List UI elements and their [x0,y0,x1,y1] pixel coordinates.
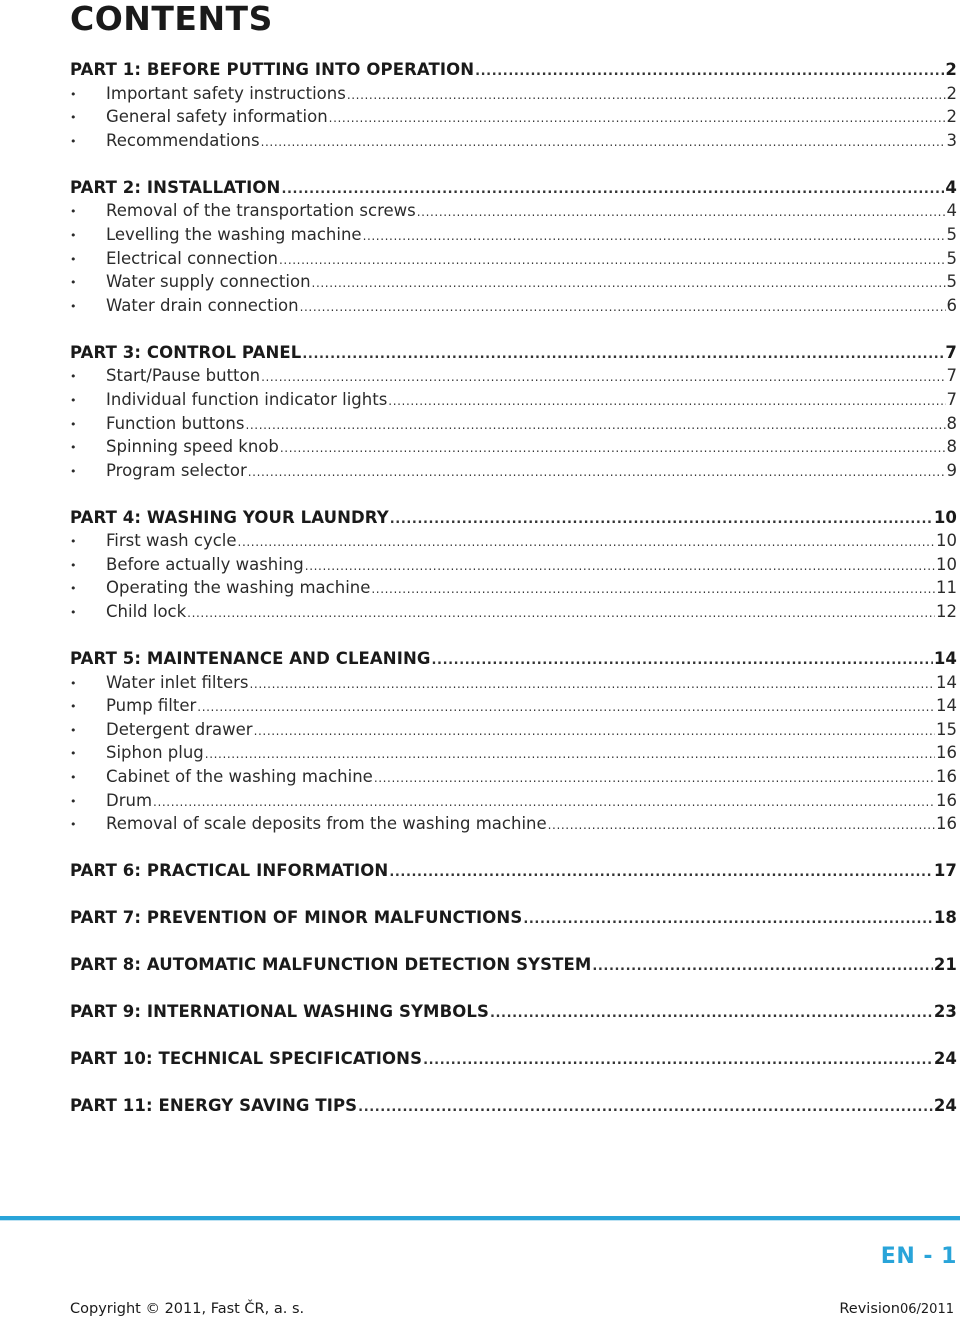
bullet-icon: • [70,535,77,549]
dot-leader [548,814,935,838]
toc-entry[interactable] [70,671,957,695]
toc-part-heading[interactable] [70,1094,957,1118]
footer-divider-shadow [0,1220,960,1221]
toc-part-title: PART 8: AUTOMATIC MALFUNCTION DETECTION SYSTEM [70,955,592,975]
dot-leader [475,60,944,84]
toc-entry-label: Child lock [106,602,187,622]
toc-page-number: 14 [933,649,957,669]
dot-leader [490,1002,933,1026]
dot-leader [187,602,935,626]
toc-section [70,859,957,883]
toc-page-number: 15 [936,719,957,739]
section-spacer [70,977,957,1000]
bullet-icon: • [70,228,77,242]
copyright-notice: Copyright © 2011, Fast ČR, a. s. [70,1301,305,1317]
dot-leader [281,178,944,202]
toc-entry[interactable] [70,435,957,459]
toc-page-number: 11 [936,578,957,598]
bullet-icon: • [70,582,77,596]
dot-leader [238,531,935,555]
bullet-icon: • [70,370,77,384]
toc-part-heading[interactable] [70,859,957,883]
toc-entry-label: Start/Pause button [106,366,261,386]
toc-entry-label: Water inlet filters [106,672,249,692]
section-spacer [70,836,957,859]
toc-entry-label: Water supply connection [106,272,311,292]
toc-entry[interactable] [70,576,957,600]
dot-leader [374,767,935,791]
toc-section [70,1047,957,1071]
bullet-icon: • [70,558,77,572]
dot-leader [248,461,946,485]
toc-entry[interactable] [70,223,957,247]
dot-leader [363,225,946,249]
toc-part-heading[interactable] [70,341,957,365]
dot-leader [312,272,946,296]
toc-page-number: 17 [933,861,957,881]
bullet-icon: • [70,723,77,737]
toc-entry[interactable] [70,388,957,412]
bullet-icon: • [70,252,77,266]
toc-entry[interactable] [70,412,957,436]
toc-entry-label: Water drain connection [106,295,299,315]
bullet-icon: • [70,771,77,784]
toc-section [70,58,957,152]
toc-section [70,953,957,977]
dot-leader [347,84,946,108]
toc-entry[interactable] [70,294,957,318]
toc-page-number: 6 [946,295,957,315]
revision-info [839,1301,954,1317]
toc-entry-label: First wash cycle [106,531,237,551]
page-number: EN - 1 [880,1244,957,1269]
toc-page-number: 18 [933,908,957,928]
bullet-icon: • [70,111,77,125]
toc-entry[interactable] [70,199,957,223]
bullet-icon: • [70,87,77,101]
toc-entry[interactable] [70,741,957,765]
bullet-icon: • [70,747,77,761]
toc-part-heading[interactable] [70,506,957,530]
toc-page-number: 16 [936,767,957,786]
dot-leader [417,201,946,225]
toc-section [70,1094,957,1118]
dot-leader [329,107,946,131]
dot-leader [254,720,935,744]
toc-part-title: PART 2: INSTALLATION [70,177,281,197]
toc-page-number: 7 [946,389,957,409]
toc-part-heading[interactable] [70,176,957,200]
toc-entry-label: Siphon plug [106,743,204,763]
bullet-icon: • [70,441,77,455]
dot-leader [423,1049,933,1073]
dot-leader [300,296,946,320]
dot-leader [250,673,936,697]
toc-part-title: PART 3: CONTROL PANEL [70,342,302,362]
toc-page-number: 12 [936,602,957,622]
toc-part-title: PART 11: ENERGY SAVING TIPS [70,1096,358,1116]
toc-section [70,176,957,318]
toc-entry-label: Program selector [106,460,247,480]
table-of-contents [70,58,957,1118]
dot-leader [261,131,946,155]
toc-entry[interactable] [70,765,957,789]
bullet-icon: • [70,205,77,219]
toc-entry-label: Important safety instructions [106,83,346,103]
toc-part-heading[interactable] [70,1047,957,1071]
section-spacer [70,1071,957,1094]
dot-leader [389,861,932,885]
toc-entry-label: Pump filter [106,696,197,716]
toc-entry-label: Individual function indicator lights [106,389,388,409]
toc-part-heading[interactable] [70,1000,957,1024]
toc-part-title: PART 10: TECHNICAL SPECIFICATIONS [70,1049,423,1069]
toc-entry[interactable] [70,789,957,813]
section-spacer [70,152,957,175]
toc-entry[interactable] [70,812,957,836]
toc-section [70,341,957,483]
bullet-icon: • [70,818,77,832]
page-title: CONTENTS [70,0,273,38]
toc-entry-label: Before actually washing [106,554,304,574]
toc-page-number: 5 [946,224,957,244]
toc-entry[interactable] [70,247,957,271]
dot-leader [432,649,933,673]
section-spacer [70,930,957,953]
toc-entry[interactable] [70,553,957,577]
bullet-icon: • [70,464,77,478]
toc-page-number: 14 [936,696,957,716]
dot-leader [261,366,945,390]
toc-page-number: 2 [946,83,957,103]
revision-date: 06/2011 [899,1302,954,1317]
section-spacer [70,317,957,340]
toc-part-title: PART 9: INTERNATIONAL WASHING SYMBOLS [70,1002,489,1022]
toc-page-number: 16 [936,743,957,763]
bullet-icon: • [70,299,77,313]
toc-part-title: PART 4: WASHING YOUR LAUNDRY [70,507,389,527]
toc-section [70,906,957,930]
toc-page-number: 23 [933,1002,957,1022]
toc-page-number: 10 [936,531,957,551]
bullet-icon: • [70,794,77,808]
toc-entry-label: General safety information [106,107,328,127]
toc-entry[interactable] [70,459,957,483]
dot-leader [205,743,935,767]
toc-part-title: PART 5: MAINTENANCE AND CLEANING [70,649,431,669]
toc-page-number: 16 [936,790,957,810]
bullet-icon: • [70,676,77,690]
toc-page-number: 4 [945,177,957,197]
dot-leader [197,696,935,720]
toc-page-number: 4 [946,201,957,221]
toc-entry-label: Function buttons [106,413,245,433]
toc-entry-label: Removal of the transportation screws [106,201,416,221]
toc-part-title: PART 6: PRACTICAL INFORMATION [70,861,389,881]
dot-leader [523,908,933,932]
toc-entry[interactable] [70,600,957,624]
section-spacer [70,624,957,647]
toc-page-number: 5 [946,248,957,268]
toc-entry-label: Cabinet of the washing machine [106,767,373,786]
toc-entry[interactable] [70,129,957,153]
toc-part-heading[interactable] [70,906,957,930]
bullet-icon: • [70,417,77,431]
toc-entry-label: Detergent drawer [106,719,253,739]
bullet-icon: • [70,134,77,148]
toc-section [70,1000,957,1024]
dot-leader [371,578,935,602]
toc-page-number: 10 [933,507,957,527]
bullet-icon: • [70,393,77,407]
toc-entry[interactable] [70,364,957,388]
toc-entry-label: Operating the washing machine [106,578,371,598]
toc-entry-label: Recommendations [106,130,260,150]
toc-entry[interactable] [70,82,957,106]
toc-part-title: PART 1: BEFORE PUTTING INTO OPERATION [70,60,475,79]
revision-label: Revision [839,1301,900,1317]
dot-leader [305,555,935,579]
toc-page-number: 24 [933,1049,957,1069]
toc-page-number: 21 [933,955,957,975]
toc-page-number: 5 [946,272,957,292]
dot-leader [358,1096,933,1120]
toc-page-number: 8 [946,437,957,457]
toc-page-number: 7 [945,342,957,362]
toc-entry-label: Drum [106,790,153,810]
dot-leader [302,343,944,367]
dot-leader [279,249,946,273]
dot-leader [390,508,933,532]
toc-page-number: 3 [946,130,957,150]
toc-page-number: 2 [945,60,957,79]
toc-entry-label: Electrical connection [106,248,278,268]
toc-entry[interactable] [70,529,957,553]
toc-page-number: 7 [946,366,957,386]
toc-page-number: 8 [946,413,957,433]
dot-leader [153,791,935,815]
section-spacer [70,1024,957,1047]
toc-entry-label: Levelling the washing machine [106,224,362,244]
dot-leader [280,437,946,461]
toc-page-number: 2 [946,107,957,127]
toc-part-heading[interactable] [70,58,957,82]
bullet-icon: • [70,276,77,290]
section-spacer [70,482,957,505]
toc-page-number: 16 [936,814,957,834]
dot-leader [388,390,945,414]
dot-leader [592,955,932,979]
toc-entry[interactable] [70,270,957,294]
toc-section [70,506,957,624]
section-spacer [70,883,957,906]
toc-page-number: 14 [936,672,957,692]
toc-page-number: 9 [946,460,957,480]
toc-entry[interactable] [70,718,957,742]
toc-entry[interactable] [70,694,957,718]
toc-page-number: 24 [933,1096,957,1116]
toc-part-heading[interactable] [70,647,957,671]
toc-entry-label: Removal of scale deposits from the washing machine [106,814,547,834]
bullet-icon: • [70,606,77,620]
bullet-icon: • [70,700,77,714]
toc-part-title: PART 7: PREVENTION OF MINOR MALFUNCTIONS [70,908,523,928]
toc-page-number: 10 [936,554,957,574]
toc-entry[interactable] [70,105,957,129]
toc-part-heading[interactable] [70,953,957,977]
dot-leader [245,414,945,438]
toc-section [70,647,957,836]
toc-entry-label: Spinning speed knob [106,437,279,457]
